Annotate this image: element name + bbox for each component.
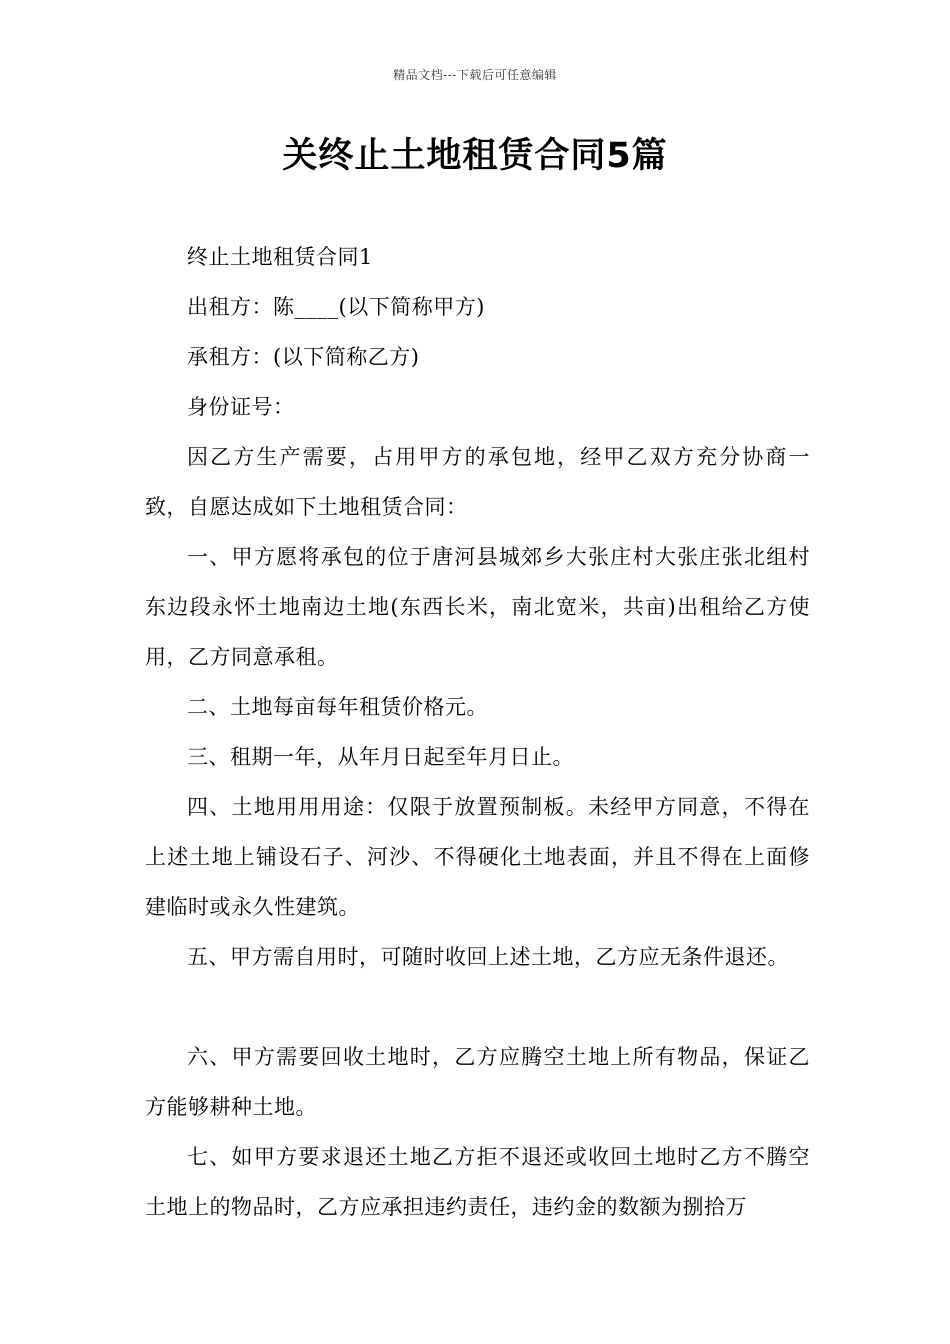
document-body	[145, 232, 810, 1232]
header-note: 精品文档---下载后可任意编辑	[393, 68, 557, 82]
clause-3: 三、租期一年，从年月日起至年月日止。	[187, 745, 574, 769]
blank-line	[145, 982, 810, 1032]
paragraph: 因乙方生产需要，占用甲方的承包地，经甲乙双方充分协商一致，自愿达成如下土地租赁合同：	[145, 445, 810, 519]
id-number-line: 身份证号：	[187, 395, 295, 419]
clause-1: 一、甲方愿将承包的位于唐河县城郊乡大张庄村大张庄张北组村东边段永怀土地南边土地(东西长米，南北宽米，共亩)出租给乙方使用，乙方同意承租。	[145, 545, 810, 669]
document-title: 关终止土地租赁合同5篇	[282, 136, 668, 176]
section-heading: 终止土地租赁合同1	[187, 245, 373, 269]
clause-4: 四、土地用用用途：仅限于放置预制板。未经甲方同意，不得在上述土地上铺设石子、河沙、不得硬化土地表面，并且不得在上面修建临时或永久性建筑。	[145, 795, 810, 919]
clause-5: 五、甲方需自用时，可随时收回上述土地，乙方应无条件退还。	[187, 945, 789, 969]
clause-7: 七、如甲方要求退还土地乙方拒不退还或收回土地时乙方不腾空土地上的物品时，乙方应承担违约责任，违约金的数额为捌拾万	[145, 1145, 810, 1219]
clause-6: 六、甲方需要回收土地时，乙方应腾空土地上所有物品，保证乙方能够耕种土地。	[145, 1045, 810, 1119]
lessor-line: 出租方：陈____(以下简称甲方)	[187, 295, 485, 319]
clause-2: 二、土地每亩每年租赁价格元。	[187, 695, 488, 719]
lessee-line: 承租方：(以下简称乙方)	[187, 345, 420, 369]
